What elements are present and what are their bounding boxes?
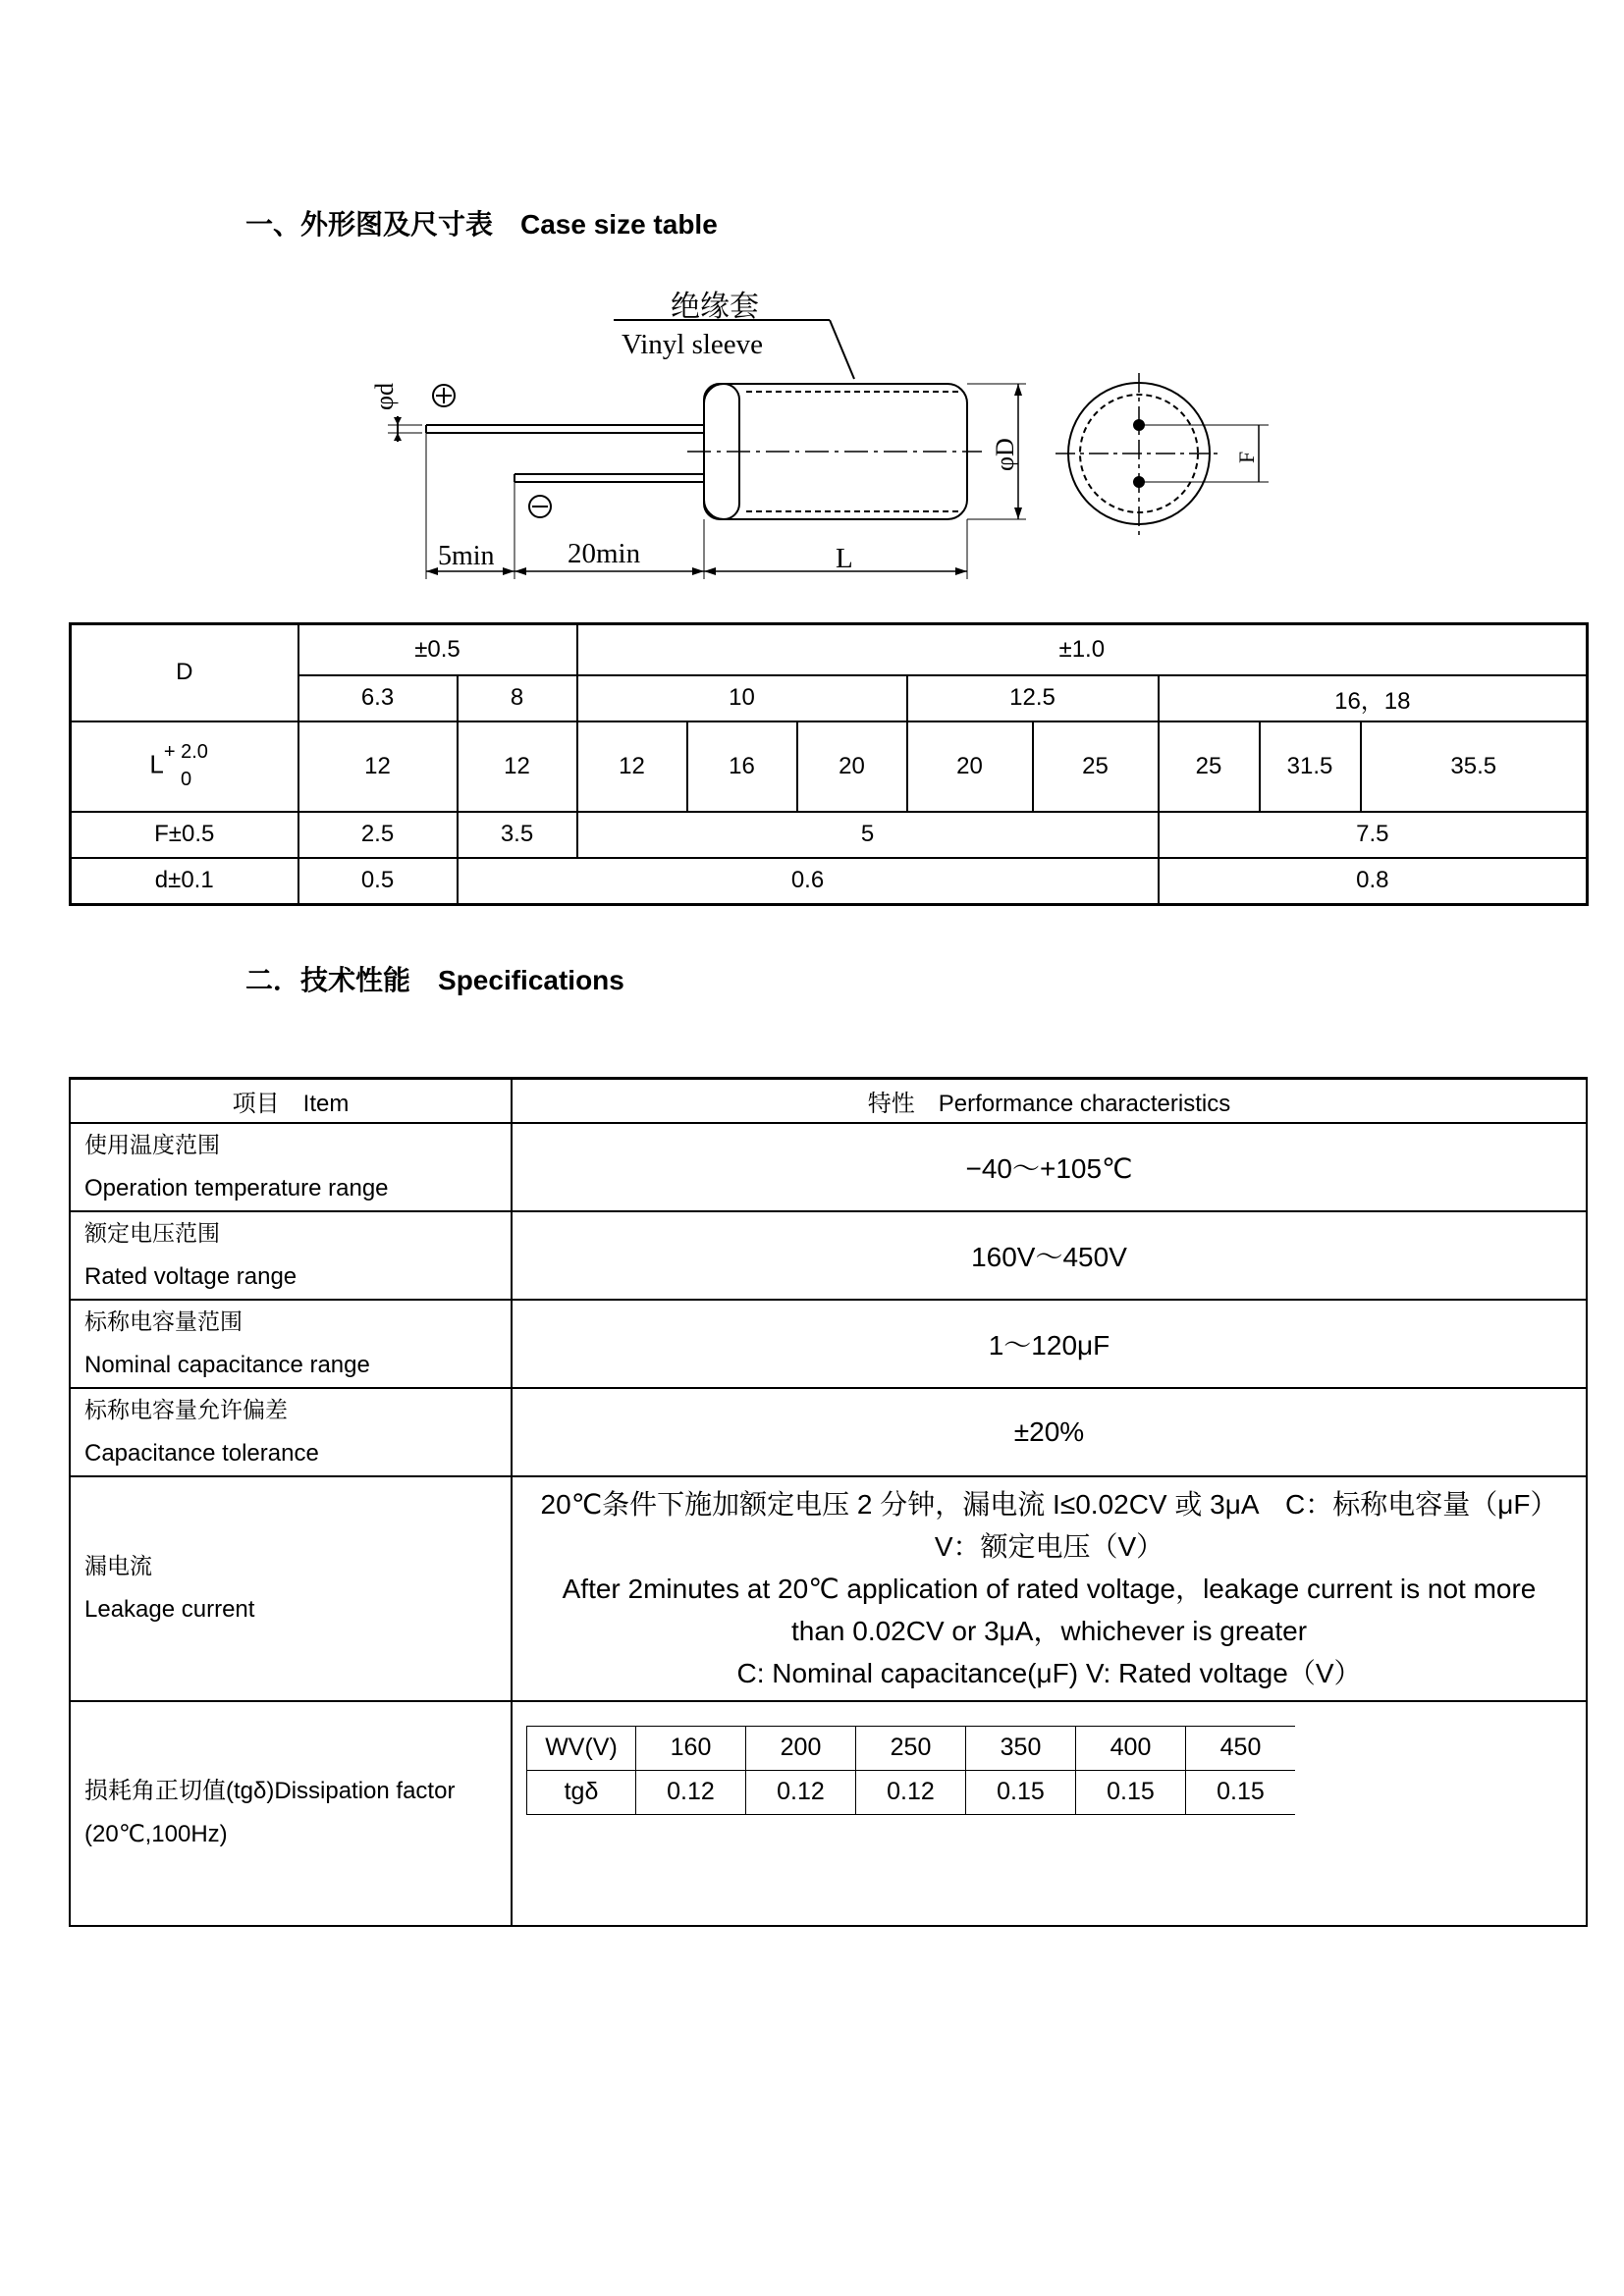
length-cell: 35.5 [1361, 721, 1588, 812]
df-value-cell: 0.12 [636, 1770, 746, 1814]
leakage-line: C: Nominal capacitance(μF) V: Rated voltage（V） [736, 1657, 1362, 1688]
d-cell: 0.6 [458, 858, 1159, 905]
diameter-cell: 12.5 [907, 675, 1159, 721]
diameter-cell: 10 [577, 675, 907, 721]
arrow [394, 417, 402, 425]
spec-item-temperature [70, 1123, 512, 1211]
col-header-D: D [71, 624, 298, 721]
length-symbol-base: L [149, 749, 164, 779]
spec-value-tolerance: ±20% [512, 1388, 1587, 1476]
arrow [955, 567, 967, 575]
spec-item-tolerance [70, 1388, 512, 1476]
spec-item-dissipation [70, 1701, 512, 1926]
diameter-cell: 6.3 [298, 675, 458, 721]
item-cn: 漏电流 [84, 1554, 152, 1579]
length-cell: 25 [1159, 721, 1260, 812]
row-header-L [71, 721, 298, 812]
tolerance-0-5: ±0.5 [298, 624, 577, 675]
df-voltage-cell: 160 [636, 1726, 746, 1770]
item-cn: 标称电容量范围 [84, 1308, 243, 1335]
capacitor-dimension-diagram [0, 0, 1624, 609]
arrow [503, 567, 514, 575]
f-cell: 2.5 [298, 812, 458, 858]
item-en: Capacitance tolerance [84, 1439, 319, 1467]
header-item [70, 1079, 512, 1123]
item-cn: 使用温度范围 [84, 1132, 220, 1158]
length-cell: 20 [907, 721, 1033, 812]
leakage-line: After 2minutes at 20℃ application of rated voltage，leakage current is not more [562, 1573, 1537, 1604]
df-voltage-cell: 350 [966, 1726, 1076, 1770]
row-header-d: d±0.1 [71, 858, 298, 905]
length-cell: 31.5 [1260, 721, 1361, 812]
length-cell: 12 [577, 721, 687, 812]
f-cell: 7.5 [1159, 812, 1588, 858]
length-tolerance-upper: + 2.0 [163, 741, 208, 764]
dissipation-label: 损耗角正切值(tgδ)Dissipation factor [84, 1778, 456, 1804]
arrow [514, 567, 526, 575]
dim-L: L [836, 543, 853, 574]
arrow [704, 567, 716, 575]
length-cell: 25 [1033, 721, 1159, 812]
heading-en: Case size table [520, 209, 718, 240]
item-cn: 标称电容量允许偏差 [84, 1397, 288, 1423]
row-header-F: F±0.5 [71, 812, 298, 858]
length-tolerance-lower: 0 [180, 768, 192, 790]
length-cell: 12 [458, 721, 577, 812]
dissipation-condition: (20℃,100Hz) [84, 1821, 228, 1847]
spec-value-temperature: −40～+105℃ [512, 1123, 1587, 1211]
spec-item-voltage [70, 1211, 512, 1300]
sleeve-label-en: Vinyl sleeve [622, 329, 764, 360]
df-value-cell: 0.15 [966, 1770, 1076, 1814]
df-voltage-cell: 250 [856, 1726, 966, 1770]
header-perf-cn: 特性 [867, 1090, 915, 1117]
arrow [1014, 384, 1022, 396]
section-heading-specifications [245, 959, 624, 998]
df-header-wv: WV(V) [527, 1726, 636, 1770]
dim-20min: 20min [568, 538, 641, 569]
phi-d-label: φd [370, 382, 399, 410]
phi-D-label: φD [991, 438, 1019, 471]
item-en: Rated voltage range [84, 1262, 298, 1290]
df-value-cell: 0.15 [1186, 1770, 1296, 1814]
spec-value-voltage: 160V～450V [512, 1211, 1587, 1300]
spec-value-dissipation [512, 1701, 1587, 1926]
item-cn: 额定电压范围 [84, 1220, 220, 1247]
df-value-cell: 0.12 [856, 1770, 966, 1814]
df-value-cell: 0.12 [746, 1770, 856, 1814]
diameter-cell: 16，18 [1159, 675, 1588, 721]
df-voltage-cell: 200 [746, 1726, 856, 1770]
item-en: Leakage current [84, 1596, 255, 1623]
spec-item-capacitance [70, 1300, 512, 1388]
dim-F: F [1234, 451, 1259, 463]
d-cell: 0.8 [1159, 858, 1588, 905]
df-voltage-cell: 450 [1186, 1726, 1296, 1770]
arrow [692, 567, 704, 575]
leakage-line: than 0.02CV or 3μA，whichever is greater [790, 1615, 1308, 1646]
leakage-line: V：额定电压（V） [934, 1530, 1164, 1562]
arrow [1014, 507, 1022, 519]
length-cell: 12 [298, 721, 458, 812]
f-cell: 3.5 [458, 812, 577, 858]
case-size-table [69, 622, 1589, 906]
df-value-cell: 0.15 [1076, 1770, 1186, 1814]
spec-value-leakage [512, 1476, 1587, 1701]
spec-item-leakage [70, 1476, 512, 1701]
header-item-cn: 项目 [232, 1090, 280, 1117]
sleeve-label-cn: 绝缘套 [671, 291, 759, 323]
dissipation-factor-table [526, 1726, 1295, 1815]
arrow [426, 567, 438, 575]
length-symbol [149, 741, 219, 790]
df-voltage-cell: 400 [1076, 1726, 1186, 1770]
dim-5min: 5min [438, 541, 495, 571]
d-cell: 0.5 [298, 858, 458, 905]
header-perf-en: Performance characteristics [938, 1090, 1231, 1117]
sleeve-leader-pointer [830, 320, 854, 379]
length-cell: 16 [687, 721, 797, 812]
tolerance-1-0: ±1.0 [577, 624, 1588, 675]
item-en: Nominal capacitance range [84, 1351, 370, 1378]
header-performance [512, 1079, 1587, 1123]
arrow [394, 433, 402, 441]
spec-value-capacitance: 1～120μF [512, 1300, 1587, 1388]
heading-en: Specifications [438, 965, 624, 995]
heading-cn: 二．技术性能 [245, 965, 411, 995]
header-item-en: Item [302, 1090, 350, 1117]
diameter-cell: 8 [458, 675, 577, 721]
leakage-line: 20℃条件下施加额定电压 2 分钟，漏电流 I≤0.02CV 或 3μA C：标称电容量（μF） [540, 1488, 1558, 1520]
f-cell: 5 [577, 812, 1159, 858]
item-en: Operation temperature range [84, 1174, 389, 1201]
specifications-table [69, 1077, 1588, 1927]
length-cell: 20 [797, 721, 907, 812]
heading-cn: 一、外形图及尺寸表 [245, 209, 494, 240]
df-header-tg: tgδ [527, 1770, 636, 1814]
